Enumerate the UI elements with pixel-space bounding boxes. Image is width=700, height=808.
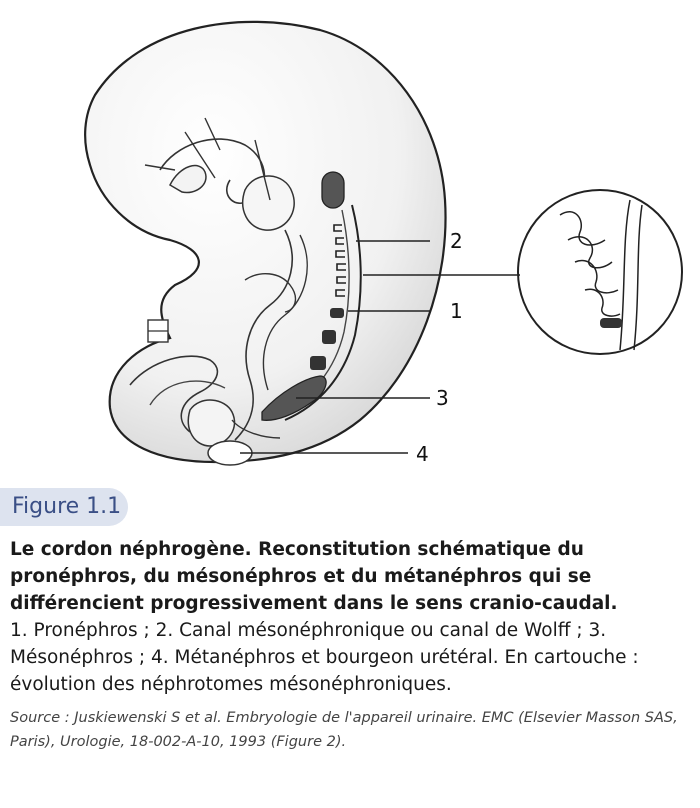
callout-4: 4	[416, 442, 429, 466]
callout-1: 1	[450, 299, 463, 323]
source-citation: Source : Juskiewenski S et al. Embryologie de l'appareil urinaire. EMC (Elsevier Masson SAS, Paris), Urologie, 18-002-A-10, 1993 (Figure 2).	[10, 710, 678, 750]
figure-label: Figure 1.1	[0, 488, 128, 526]
cardiac-lobe	[243, 176, 294, 230]
caption-title: Le cordon néphrogène. Reconstitution schématique du pronéphros, du mésonéphros et du métanéphros qui se différencient progressivement dans le sens cranio-caudal.	[10, 539, 618, 614]
pronephros	[322, 172, 344, 208]
caption-body: 1. Pronéphros ; 2. Canal mésonéphronique ou canal de Wolff ; 3. Mésonéphros ; 4. Métanéphros et bourgeon urétéral. En cartouche : évolution des néphrotomes mésonéphroniques.	[10, 620, 639, 695]
callout-3: 3	[436, 386, 449, 410]
metanephros	[188, 400, 234, 446]
inset-circle	[518, 190, 682, 354]
inset-nodules	[600, 318, 622, 328]
callout-2: 2	[450, 229, 463, 253]
embryo-body	[85, 22, 445, 462]
figure-caption	[10, 536, 694, 698]
